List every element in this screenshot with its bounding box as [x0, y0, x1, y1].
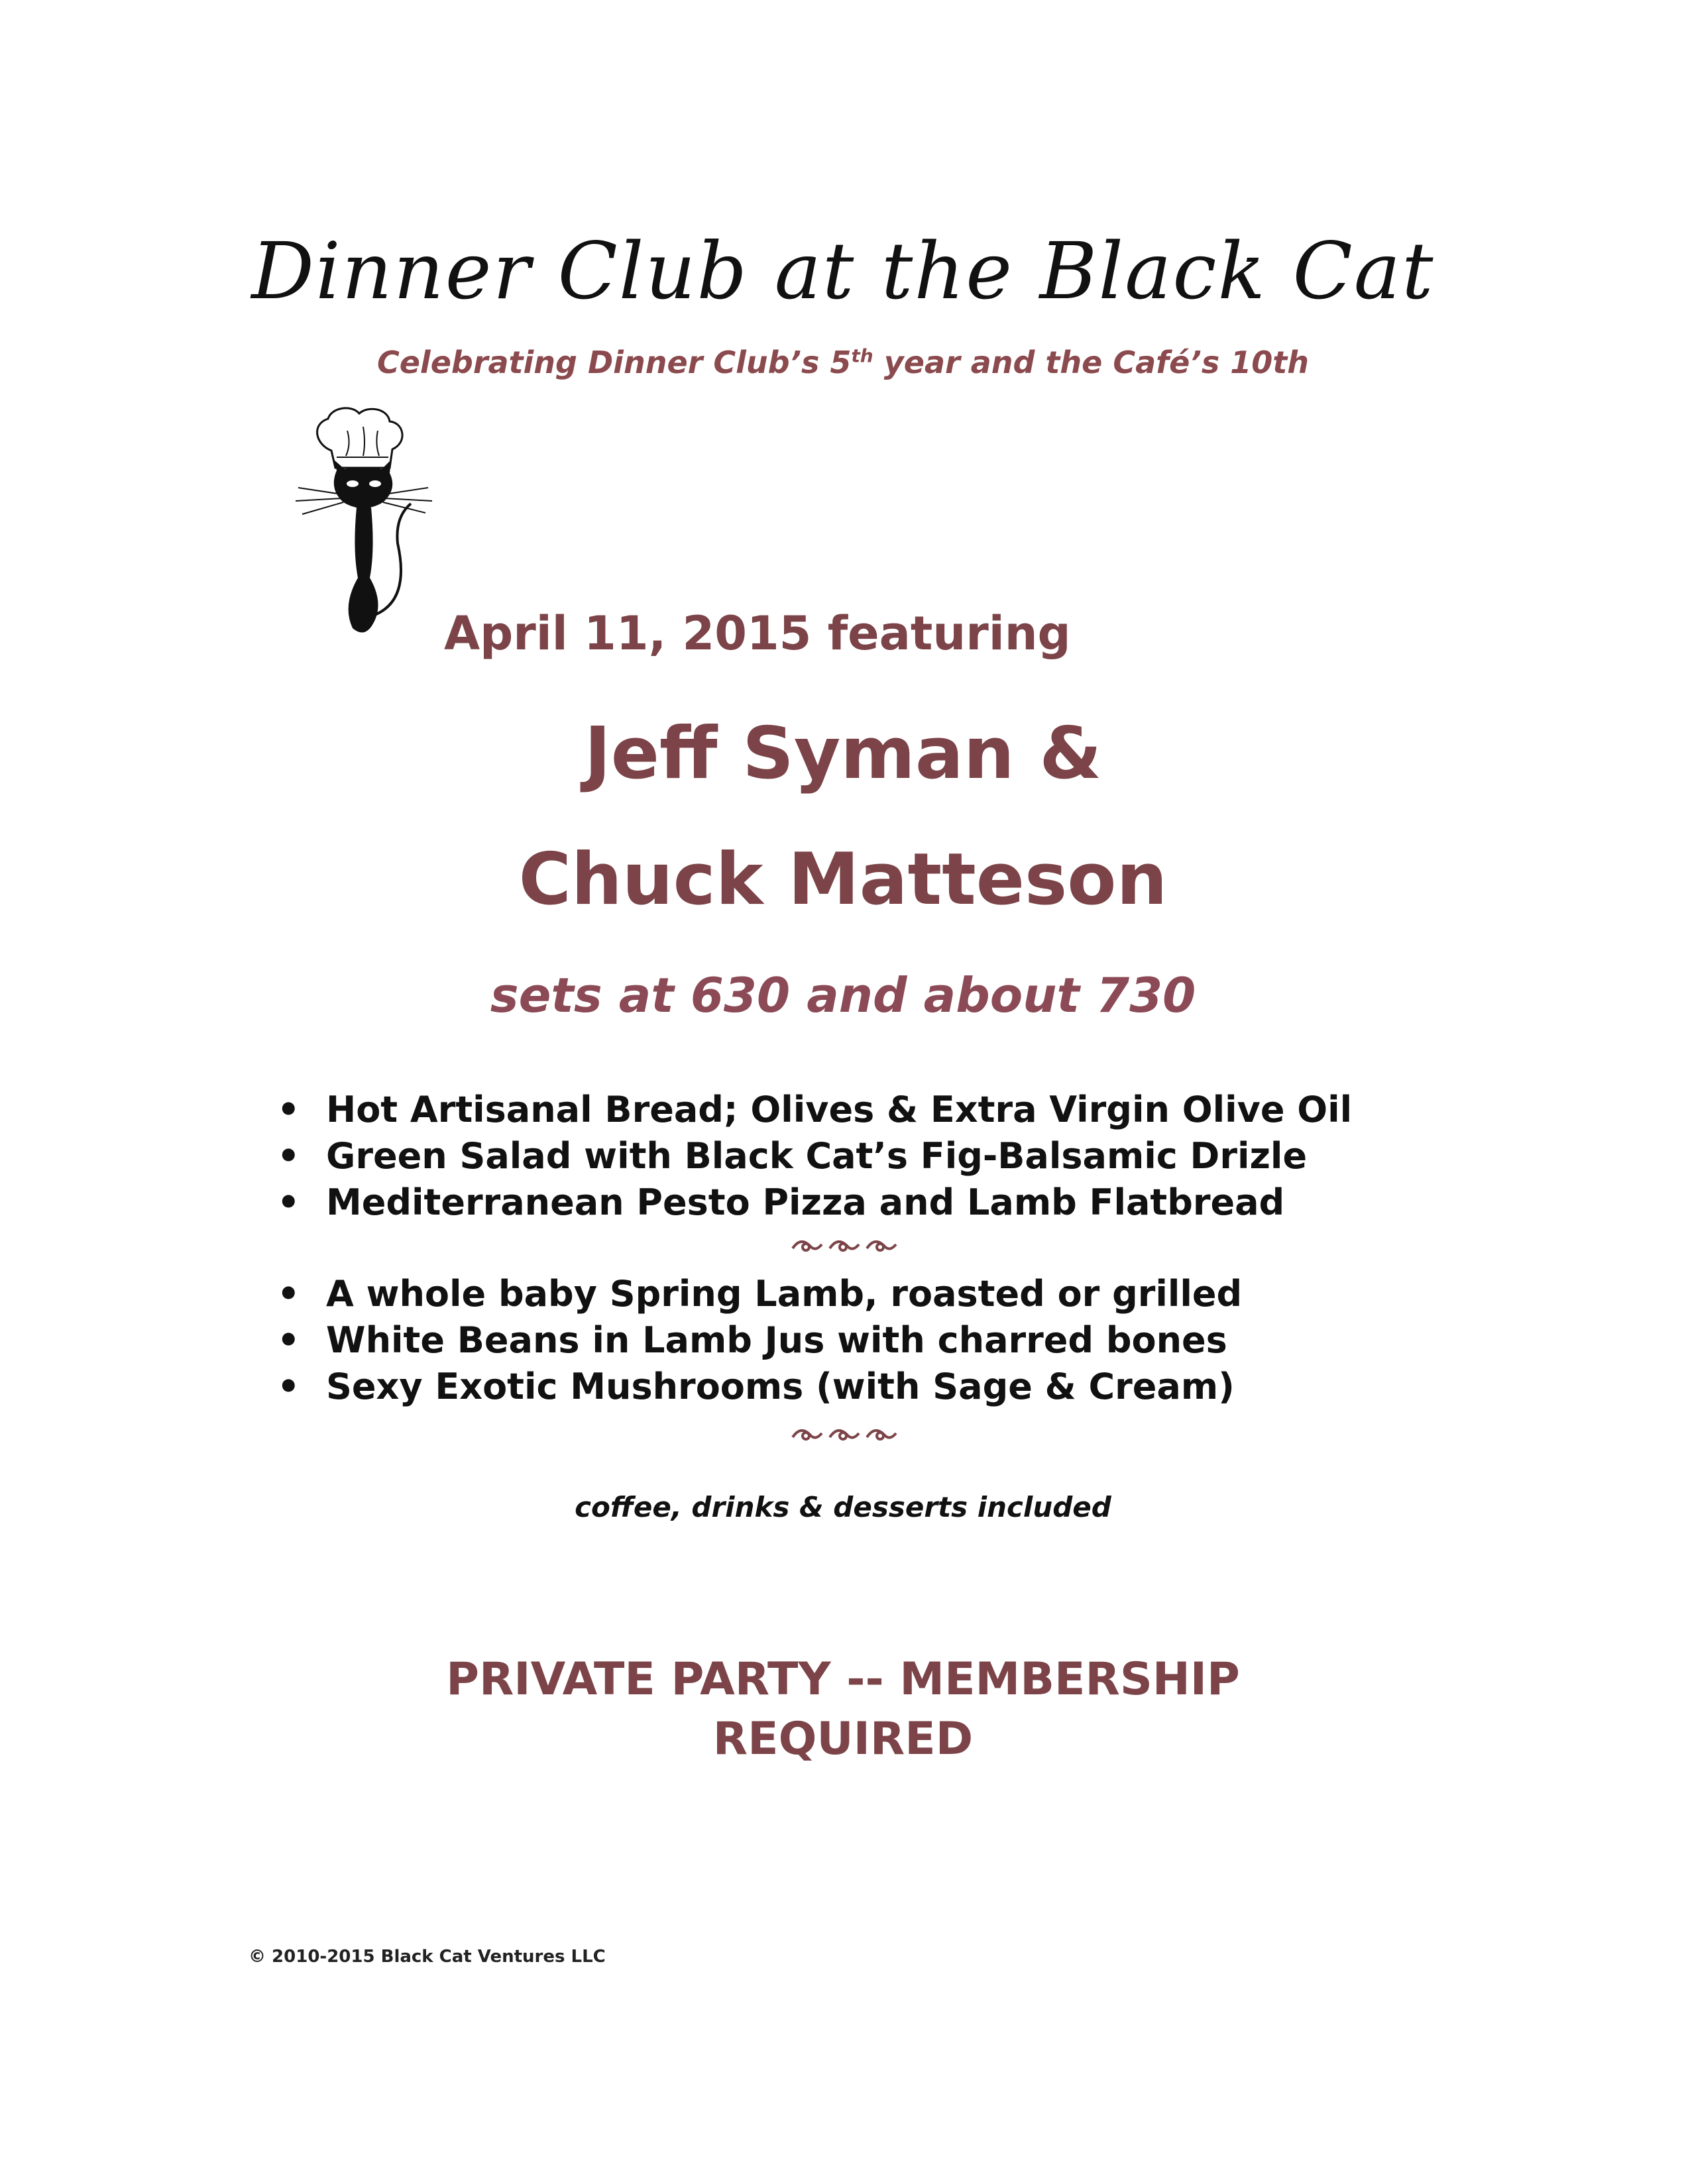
chef-cat-logo-icon — [278, 404, 457, 643]
notice-line-1: PRIVATE PARTY -- MEMBERSHIP — [446, 1653, 1240, 1706]
bullet: • — [277, 1319, 300, 1361]
menu-list-2 — [272, 1271, 1465, 1410]
menu-item: Hot Artisanal Bread; Olives & Extra Virgin Olive Oil — [326, 1089, 1353, 1130]
artist-line-2: Chuck Matteson — [518, 838, 1168, 921]
menu-item: White Beans in Lamb Jus with charred bones — [326, 1319, 1227, 1361]
subtitle-pre: Celebrating Dinner Club’s 5 — [376, 345, 852, 380]
artist-line-1: Jeff Syman & — [584, 712, 1102, 795]
bullet: • — [277, 1273, 300, 1315]
subtitle-sup: th — [851, 345, 873, 367]
menu-item: Sexy Exotic Mushrooms (with Sage & Cream) — [326, 1366, 1235, 1407]
ornament-divider-icon — [789, 1234, 901, 1258]
notice-line-2: REQUIRED — [712, 1713, 974, 1765]
copyright: © 2010-2015 Black Cat Ventures LLC — [249, 1947, 606, 1967]
menu-list-1 — [272, 1087, 1465, 1226]
subtitle — [0, 345, 1686, 380]
set-times: sets at 630 and about 730 — [490, 967, 1196, 1023]
ornament-divider-icon — [789, 1423, 901, 1447]
list-item — [272, 1133, 1465, 1179]
bullet: • — [277, 1135, 300, 1177]
list-item — [272, 1364, 1465, 1410]
menu-item: Mediterranean Pesto Pizza and Lamb Flatbread — [326, 1181, 1285, 1223]
list-item — [272, 1317, 1465, 1364]
page-title: Dinner Club at the Black Cat — [251, 225, 1435, 317]
menu-item: A whole baby Spring Lamb, roasted or grilled — [326, 1273, 1243, 1315]
subtitle-post: year and the Café’s 10th — [873, 345, 1310, 380]
list-item — [272, 1179, 1465, 1226]
included-note: coffee, drinks & desserts included — [575, 1491, 1111, 1523]
membership-notice — [0, 1650, 1686, 1769]
list-item — [272, 1271, 1465, 1317]
menu-item: Green Salad with Black Cat’s Fig-Balsamic Drizle — [326, 1135, 1308, 1177]
bullet: • — [277, 1366, 300, 1407]
event-date: April 11, 2015 featuring — [444, 606, 1071, 661]
bullet: • — [277, 1089, 300, 1130]
list-item — [272, 1087, 1465, 1133]
bullet: • — [277, 1181, 300, 1223]
